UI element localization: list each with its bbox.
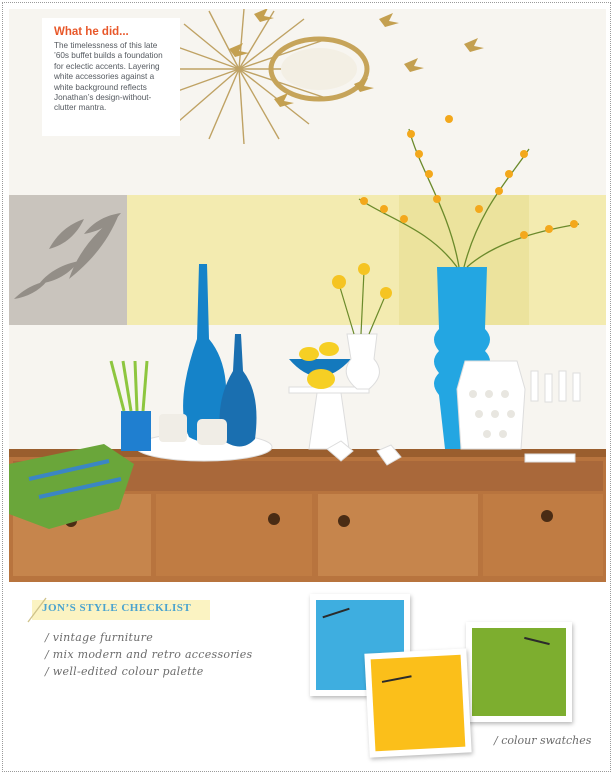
caption-line: The timelessness of this late — [54, 41, 158, 50]
caption-line: ’60s buffet builds a foundation — [54, 51, 163, 61]
caption-title: What he did... — [54, 26, 129, 38]
swatch-yellow — [364, 648, 471, 757]
caption-body — [54, 41, 170, 114]
caption-line: Jonathan’s design-without- — [54, 93, 152, 103]
caption-line: white background reflects — [54, 82, 147, 92]
swatch-caption: / colour swatches — [494, 734, 592, 747]
caption-line: clutter mantra. — [54, 103, 107, 113]
caption-box — [42, 18, 180, 136]
swatch-green — [466, 622, 572, 722]
caption-line: for eclectic accents. Layering — [54, 61, 160, 71]
checklist-item: / vintage furniture — [45, 631, 154, 644]
swatch-green-fill — [472, 628, 566, 716]
swatch-yellow-fill — [371, 655, 466, 752]
checklist-heading — [24, 596, 210, 624]
checklist-title: JON’S STYLE CHECKLIST — [42, 602, 192, 614]
caption-line: white accessories against a — [54, 72, 155, 82]
checklist-item: / well-edited colour palette — [45, 665, 204, 678]
checklist-item: / mix modern and retro accessories — [45, 648, 253, 661]
